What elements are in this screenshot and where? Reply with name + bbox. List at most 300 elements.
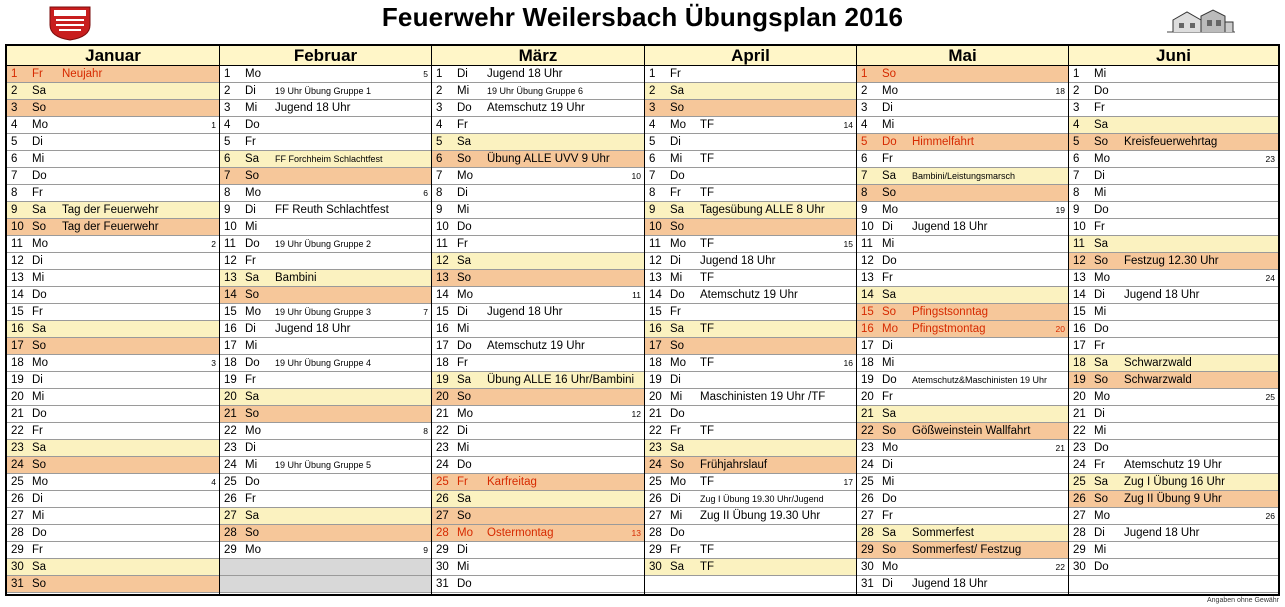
day-number: 29 <box>11 544 24 556</box>
day-number: 11 <box>11 238 23 250</box>
weekday: So <box>882 544 897 556</box>
day-row <box>645 287 856 304</box>
day-number: 10 <box>436 221 449 233</box>
day-number: 28 <box>861 527 874 539</box>
event-label: Jugend 18 Uhr <box>487 306 563 318</box>
day-number: 10 <box>861 221 874 233</box>
day-number: 7 <box>11 170 18 182</box>
day-row <box>857 151 1068 168</box>
day-number: 5 <box>224 136 231 148</box>
week-number: 14 <box>843 120 853 130</box>
day-row <box>1069 406 1278 423</box>
weekday: Fr <box>32 544 43 556</box>
weekday: So <box>32 459 47 471</box>
day-row <box>432 321 644 338</box>
day-row <box>857 321 1068 338</box>
weekday: Do <box>1094 323 1109 335</box>
week-number: 8 <box>423 426 428 436</box>
event-label: Zug II Übung 9 Uhr <box>1124 493 1222 505</box>
day-number: 23 <box>1073 442 1086 454</box>
weekday: Sa <box>32 323 47 335</box>
weekday: Fr <box>882 153 893 165</box>
day-row <box>1069 151 1278 168</box>
day-row <box>220 134 431 151</box>
day-row <box>1069 542 1278 559</box>
event-label: Pfingstmontag <box>912 323 986 335</box>
day-number: 2 <box>11 85 18 97</box>
day-row <box>432 423 644 440</box>
day-number: 8 <box>649 187 656 199</box>
day-row <box>220 389 431 406</box>
weekday: Do <box>882 136 897 148</box>
day-number: 8 <box>11 187 18 199</box>
weekday: Mi <box>457 323 470 335</box>
weekday: Mo <box>1094 153 1110 165</box>
day-number: 23 <box>436 442 449 454</box>
day-number: 4 <box>436 119 443 131</box>
day-row <box>1069 474 1278 491</box>
day-number: 2 <box>861 85 868 97</box>
day-row <box>857 168 1068 185</box>
event-label: TF <box>700 119 715 131</box>
weekday: Do <box>1094 561 1109 573</box>
weekday: Mi <box>1094 68 1107 80</box>
weekday: Do <box>670 527 685 539</box>
day-number: 8 <box>436 187 443 199</box>
day-number: 26 <box>224 493 237 505</box>
day-number: 29 <box>224 544 237 556</box>
weekday: Di <box>457 68 468 80</box>
weekday: So <box>245 289 260 301</box>
day-row <box>1069 525 1278 542</box>
day-row <box>7 542 219 559</box>
day-row <box>1069 321 1278 338</box>
event-label: Atemschutz 19 Uhr <box>700 289 798 301</box>
day-number: 28 <box>1073 527 1086 539</box>
day-row <box>857 525 1068 542</box>
weekday: Sa <box>670 561 685 573</box>
day-row <box>857 134 1068 151</box>
weekday: Do <box>245 357 260 369</box>
weekday: Mo <box>670 476 686 488</box>
weekday: Fr <box>670 68 681 80</box>
weekday: Sa <box>32 561 47 573</box>
event-label: Atemschutz 19 Uhr <box>1124 459 1222 471</box>
day-number: 9 <box>649 204 656 216</box>
day-row <box>645 151 856 168</box>
weekday: Di <box>457 425 468 437</box>
day-number: 27 <box>649 510 662 522</box>
weekday: Mi <box>882 476 895 488</box>
building-sketch-icon <box>1165 6 1237 36</box>
weekday: Sa <box>457 255 472 267</box>
weekday: Di <box>882 578 893 590</box>
weekday: Do <box>457 102 472 114</box>
day-number: 5 <box>436 136 443 148</box>
day-row <box>645 542 856 559</box>
weekday: Fr <box>1094 102 1105 114</box>
event-label: Jugend 18 Uhr <box>1124 527 1200 539</box>
day-row <box>857 202 1068 219</box>
day-number: 2 <box>224 85 231 97</box>
day-row <box>1069 270 1278 287</box>
event-label: TF <box>700 272 715 284</box>
weekday: Di <box>245 204 256 216</box>
day-row <box>857 100 1068 117</box>
event-label: TF <box>700 425 715 437</box>
day-number: 25 <box>11 476 24 488</box>
day-row <box>7 423 219 440</box>
weekday: Mo <box>882 442 898 454</box>
weekday: Mi <box>457 204 470 216</box>
day-number: 7 <box>436 170 443 182</box>
day-number: 6 <box>11 153 18 165</box>
day-number: 26 <box>436 493 449 505</box>
calendar-grid <box>5 44 1280 596</box>
day-row <box>220 253 431 270</box>
weekday: Mi <box>245 221 258 233</box>
day-row <box>1069 202 1278 219</box>
weekday: So <box>32 340 47 352</box>
weekday: Fr <box>457 476 468 488</box>
day-row <box>1069 134 1278 151</box>
day-number: 16 <box>861 323 874 335</box>
event-label: Pfingstsonntag <box>912 306 989 318</box>
day-row <box>432 355 644 372</box>
day-number: 4 <box>11 119 18 131</box>
day-number: 27 <box>224 510 237 522</box>
day-row <box>857 508 1068 525</box>
month-column-mai <box>857 46 1069 594</box>
event-label: Atemschutz&Maschinisten 19 Uhr <box>912 375 1048 385</box>
weekday: Do <box>32 527 47 539</box>
day-number: 20 <box>224 391 237 403</box>
weekday: Do <box>457 459 472 471</box>
day-number: 22 <box>224 425 237 437</box>
day-number: 15 <box>649 306 662 318</box>
day-number: 14 <box>436 289 449 301</box>
weekday: Fr <box>32 306 43 318</box>
day-number: 14 <box>1073 289 1086 301</box>
day-row <box>432 236 644 253</box>
day-row <box>220 406 431 423</box>
weekday: Do <box>245 119 260 131</box>
weekday: Di <box>457 306 468 318</box>
weekday: Do <box>670 408 685 420</box>
weekday: Mo <box>882 561 898 573</box>
weekday: Mo <box>32 357 48 369</box>
day-number: 27 <box>436 510 449 522</box>
event-label: 19 Uhr Übung Gruppe 2 <box>275 239 372 249</box>
day-row <box>1069 304 1278 321</box>
day-number: 5 <box>649 136 656 148</box>
day-number: 23 <box>861 442 874 454</box>
weekday: Fr <box>670 187 681 199</box>
day-row <box>432 406 644 423</box>
day-number: 30 <box>11 561 24 573</box>
day-number: 12 <box>436 255 449 267</box>
day-row <box>645 219 856 236</box>
month-column-juni <box>1069 46 1278 594</box>
weekday: Di <box>1094 408 1105 420</box>
day-row <box>432 372 644 389</box>
day-row <box>220 151 431 168</box>
day-number: 30 <box>861 561 874 573</box>
day-number: 15 <box>861 306 874 318</box>
day-number: 3 <box>224 102 231 114</box>
weekday: So <box>670 340 685 352</box>
weekday: Fr <box>670 544 681 556</box>
day-row <box>645 117 856 134</box>
day-row <box>432 576 644 593</box>
weekday: Mo <box>457 170 473 182</box>
weekday: So <box>457 391 472 403</box>
day-row <box>220 576 431 593</box>
day-number: 28 <box>436 527 449 539</box>
day-row <box>857 559 1068 576</box>
day-number: 8 <box>861 187 868 199</box>
day-number: 1 <box>861 68 868 80</box>
day-row <box>7 576 219 593</box>
day-row <box>7 559 219 576</box>
weekday: Mi <box>457 442 470 454</box>
weekday: Mo <box>245 68 261 80</box>
weekday: Mi <box>245 459 258 471</box>
weekday: Di <box>245 442 256 454</box>
month-column-märz <box>432 46 645 594</box>
event-label: TF <box>700 187 715 199</box>
day-number: 29 <box>649 544 662 556</box>
day-row <box>7 372 219 389</box>
day-row <box>857 542 1068 559</box>
event-label: Atemschutz 19 Uhr <box>487 340 585 352</box>
week-number: 2 <box>211 239 216 249</box>
day-number: 25 <box>436 476 449 488</box>
day-number: 21 <box>436 408 449 420</box>
weekday: Di <box>245 85 256 97</box>
weekday: Mi <box>1094 187 1107 199</box>
day-row <box>7 202 219 219</box>
day-row <box>432 253 644 270</box>
day-number: 4 <box>224 119 231 131</box>
week-number: 19 <box>1055 205 1065 215</box>
event-label: Tag der Feuerwehr <box>62 221 159 233</box>
day-row <box>1069 236 1278 253</box>
day-number: 13 <box>11 272 24 284</box>
weekday: Do <box>670 170 685 182</box>
day-row <box>7 287 219 304</box>
event-label: Ostermontag <box>487 527 554 539</box>
event-label: Bambini/Leistungsmarsch <box>912 171 1016 181</box>
day-number: 2 <box>1073 85 1080 97</box>
day-row <box>432 287 644 304</box>
day-row <box>857 491 1068 508</box>
day-row <box>1069 219 1278 236</box>
day-row <box>7 355 219 372</box>
event-label: Neujahr <box>62 68 103 80</box>
weekday: Do <box>32 170 47 182</box>
weekday: Mo <box>32 119 48 131</box>
day-row <box>645 440 856 457</box>
weekday: Sa <box>32 85 47 97</box>
day-number: 3 <box>1073 102 1080 114</box>
day-number: 10 <box>649 221 662 233</box>
event-label: Jugend 18 Uhr <box>275 323 351 335</box>
day-number: 20 <box>861 391 874 403</box>
day-number: 21 <box>1073 408 1086 420</box>
day-number: 9 <box>861 204 868 216</box>
weekday: Fr <box>882 391 893 403</box>
weekday: So <box>1094 255 1109 267</box>
day-row <box>220 287 431 304</box>
event-label: Tag der Feuerwehr <box>62 204 159 216</box>
day-row <box>220 83 431 100</box>
weekday: Di <box>1094 170 1105 182</box>
day-number: 27 <box>11 510 24 522</box>
week-number: 10 <box>631 171 641 181</box>
weekday: Mo <box>882 85 898 97</box>
day-row <box>857 355 1068 372</box>
day-number: 8 <box>224 187 231 199</box>
day-row <box>1069 83 1278 100</box>
event-label: Jugend 18 Uhr <box>700 255 776 267</box>
event-label: Schwarzwald <box>1124 357 1192 369</box>
day-number: 18 <box>436 357 449 369</box>
month-column-januar <box>7 46 220 594</box>
weekday: Mo <box>32 476 48 488</box>
day-row <box>7 185 219 202</box>
day-row <box>1069 185 1278 202</box>
day-number: 12 <box>1073 255 1086 267</box>
day-number: 4 <box>649 119 656 131</box>
day-row <box>645 270 856 287</box>
day-row <box>857 372 1068 389</box>
day-row <box>7 389 219 406</box>
weekday: Di <box>670 493 681 505</box>
month-header: Januar <box>7 46 219 66</box>
weekday: Mo <box>457 289 473 301</box>
day-number: 16 <box>1073 323 1086 335</box>
weekday: Do <box>670 289 685 301</box>
weekday: So <box>670 459 685 471</box>
day-number: 18 <box>224 357 237 369</box>
day-row <box>1069 440 1278 457</box>
day-number: 26 <box>1073 493 1086 505</box>
month-column-februar <box>220 46 432 594</box>
day-number: 19 <box>436 374 449 386</box>
day-row <box>857 338 1068 355</box>
day-row <box>645 83 856 100</box>
weekday: Di <box>670 136 681 148</box>
weekday: Mi <box>882 119 895 131</box>
week-number: 12 <box>631 409 641 419</box>
day-row <box>1069 287 1278 304</box>
weekday: Sa <box>670 442 685 454</box>
weekday: Sa <box>457 493 472 505</box>
day-number: 19 <box>1073 374 1086 386</box>
day-row <box>220 457 431 474</box>
weekday: Mi <box>32 391 45 403</box>
day-row <box>7 168 219 185</box>
day-row <box>220 372 431 389</box>
day-row <box>7 508 219 525</box>
day-row <box>645 185 856 202</box>
weekday: Di <box>32 493 43 505</box>
weekday: Sa <box>245 510 260 522</box>
month-header: April <box>645 46 856 66</box>
event-label: Karfreitag <box>487 476 537 488</box>
day-row <box>857 440 1068 457</box>
weekday: Sa <box>670 204 685 216</box>
day-row <box>7 66 219 83</box>
weekday: Do <box>32 289 47 301</box>
day-number: 15 <box>224 306 237 318</box>
event-label: Sommerfest/ Festzug <box>912 544 1022 556</box>
month-header: Februar <box>220 46 431 66</box>
weekday: Fr <box>32 425 43 437</box>
event-label: Jugend 18 Uhr <box>1124 289 1200 301</box>
weekday: Mi <box>457 561 470 573</box>
day-row <box>7 491 219 508</box>
event-label: Zug II Übung 19.30 Uhr <box>700 510 821 522</box>
weekday: Mo <box>1094 391 1110 403</box>
weekday: So <box>882 187 897 199</box>
day-row <box>1069 100 1278 117</box>
day-number: 20 <box>436 391 449 403</box>
day-number: 5 <box>861 136 868 148</box>
day-number: 5 <box>1073 136 1080 148</box>
weekday: Sa <box>245 272 260 284</box>
day-row <box>220 236 431 253</box>
day-row <box>7 117 219 134</box>
day-row <box>857 253 1068 270</box>
day-number: 18 <box>861 357 874 369</box>
weekday: Di <box>32 136 43 148</box>
day-row <box>645 66 856 83</box>
day-row <box>432 151 644 168</box>
day-number: 23 <box>649 442 662 454</box>
day-row <box>432 559 644 576</box>
day-number: 24 <box>649 459 662 471</box>
weekday: Mo <box>245 544 261 556</box>
weekday: Sa <box>245 153 260 165</box>
day-number: 7 <box>224 170 231 182</box>
week-number: 15 <box>843 239 853 249</box>
day-number: 17 <box>649 340 662 352</box>
day-number: 24 <box>436 459 449 471</box>
day-row <box>432 219 644 236</box>
week-number: 4 <box>211 477 216 487</box>
day-number: 28 <box>224 527 237 539</box>
day-row <box>1069 576 1278 593</box>
day-row <box>220 168 431 185</box>
day-number: 27 <box>1073 510 1086 522</box>
day-row <box>432 457 644 474</box>
day-number: 10 <box>11 221 24 233</box>
day-number: 9 <box>11 204 18 216</box>
day-row <box>432 389 644 406</box>
day-number: 10 <box>224 221 237 233</box>
day-row <box>7 100 219 117</box>
day-number: 28 <box>649 527 662 539</box>
day-number: 12 <box>649 255 662 267</box>
weekday: So <box>882 425 897 437</box>
weekday: Mi <box>882 357 895 369</box>
week-number: 18 <box>1055 86 1065 96</box>
day-row <box>645 576 856 593</box>
day-row <box>1069 355 1278 372</box>
day-number: 7 <box>861 170 868 182</box>
